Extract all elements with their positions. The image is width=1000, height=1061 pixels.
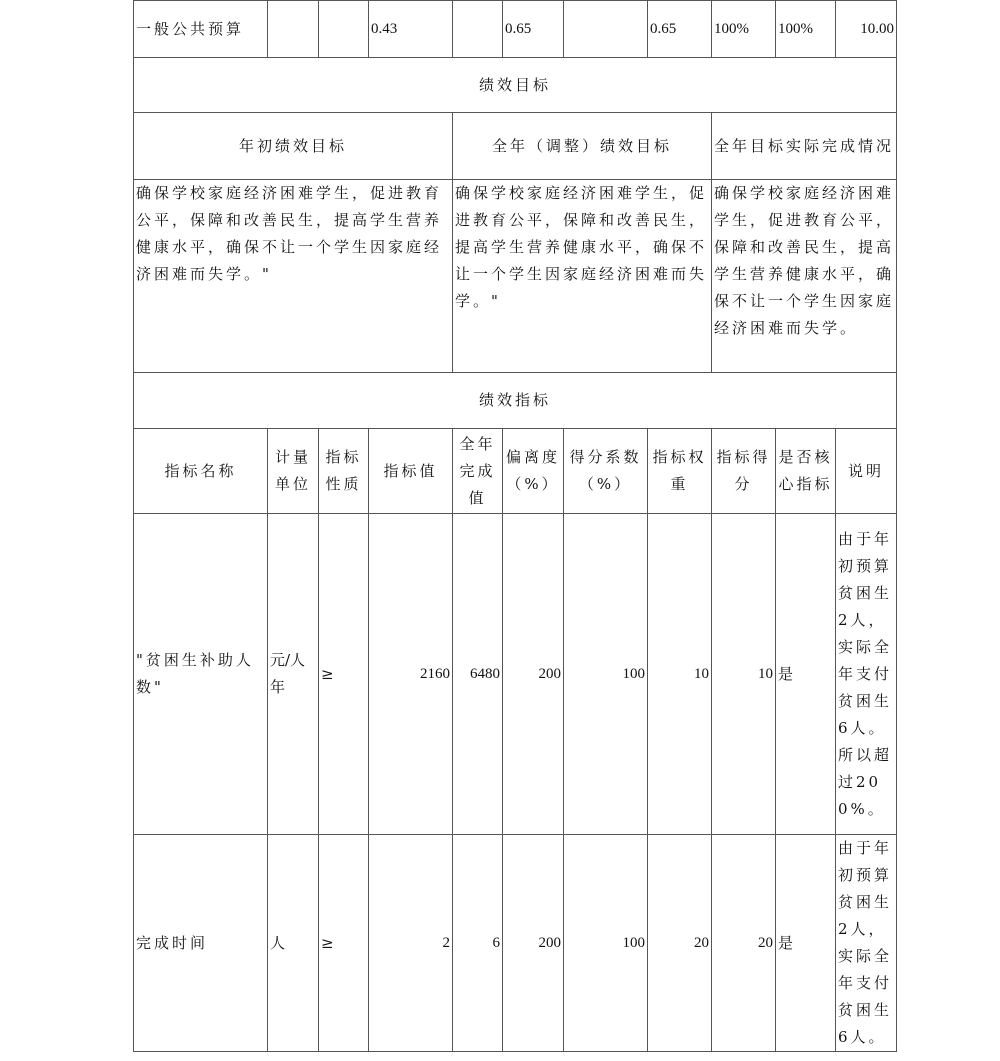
initial-goal-header: 年初绩效目标 xyxy=(134,113,453,180)
column-header: 指标性质 xyxy=(319,429,369,514)
budget-cell: 100% xyxy=(776,1,836,58)
goals-section-row xyxy=(134,58,897,113)
performance-table xyxy=(133,0,897,1052)
budget-cell: 10.00 xyxy=(836,1,897,58)
budget-cell xyxy=(268,1,319,58)
column-header: 指标得分 xyxy=(712,429,776,514)
indicator-target: 2 xyxy=(369,835,453,1052)
budget-cell xyxy=(453,1,503,58)
indicator-unit: 元/人年 xyxy=(268,514,319,835)
indicator-actual: 6480 xyxy=(453,514,503,835)
column-header: 偏离度（%） xyxy=(503,429,564,514)
column-header: 是否核心指标 xyxy=(776,429,836,514)
adjusted-goal-header: 全年（调整）绩效目标 xyxy=(453,113,712,180)
indicator-score: 10 xyxy=(712,514,776,835)
indicator-unit: 人 xyxy=(268,835,319,1052)
indicator-row xyxy=(134,514,897,835)
goals-text-row xyxy=(134,180,897,373)
indicator-weight: 20 xyxy=(648,835,712,1052)
budget-cell: 0.43 xyxy=(369,1,453,58)
initial-goal-text: 确保学校家庭经济困难学生，促进教育公平，保障和改善民生，提高学生营养健康水平，确保不让一个学生因家庭经济困难而失学。" xyxy=(134,180,453,373)
actual-goal-header: 全年目标实际完成情况 xyxy=(712,113,897,180)
adjusted-goal-text: 确保学校家庭经济困难学生，促进教育公平，保障和改善民生，提高学生营养健康水平，确保不让一个学生因家庭经济困难而失学。" xyxy=(453,180,712,373)
indicator-nature: ≥ xyxy=(319,514,369,835)
indicator-target: 2160 xyxy=(369,514,453,835)
actual-goal-text: 确保学校家庭经济困难学生，促进教育公平，保障和改善民生，提高学生营养健康水平，确保不让一个学生因家庭经济困难而失学。 xyxy=(712,180,897,373)
budget-cell xyxy=(564,1,648,58)
column-header: 得分系数（%） xyxy=(564,429,648,514)
indicator-name: "贫困生补助人数" xyxy=(134,514,268,835)
column-header: 指标名称 xyxy=(134,429,268,514)
budget-cell: 0.65 xyxy=(648,1,712,58)
column-header: 全年完成值 xyxy=(453,429,503,514)
goals-header-row xyxy=(134,113,897,180)
indicator-core: 是 xyxy=(776,835,836,1052)
column-header: 计量单位 xyxy=(268,429,319,514)
indicator-actual: 6 xyxy=(453,835,503,1052)
indicator-coefficient: 100 xyxy=(564,514,648,835)
indicator-name: 完成时间 xyxy=(134,835,268,1052)
indicator-deviation: 200 xyxy=(503,514,564,835)
budget-cell xyxy=(319,1,369,58)
column-header: 指标权重 xyxy=(648,429,712,514)
budget-label: 一般公共预算 xyxy=(134,1,268,58)
indicators-section-title: 绩效指标 xyxy=(134,373,897,429)
indicator-row xyxy=(134,835,897,1052)
budget-cell: 100% xyxy=(712,1,776,58)
indicator-weight: 10 xyxy=(648,514,712,835)
indicator-core: 是 xyxy=(776,514,836,835)
indicator-score: 20 xyxy=(712,835,776,1052)
indicator-coefficient: 100 xyxy=(564,835,648,1052)
budget-row xyxy=(134,1,897,58)
goals-section-title: 绩效目标 xyxy=(134,58,897,113)
indicator-note: 由于年初预算贫困生2人，实际全年支付贫困生6人。所以超过200%。 xyxy=(836,514,897,835)
budget-cell: 0.65 xyxy=(503,1,564,58)
column-header: 说明 xyxy=(836,429,897,514)
indicator-nature: ≥ xyxy=(319,835,369,1052)
indicators-header-row xyxy=(134,429,897,514)
column-header: 指标值 xyxy=(369,429,453,514)
indicator-note: 由于年初预算贫困生2人，实际全年支付贫困生6人。 xyxy=(836,835,897,1052)
indicator-deviation: 200 xyxy=(503,835,564,1052)
indicators-section-row xyxy=(134,373,897,429)
